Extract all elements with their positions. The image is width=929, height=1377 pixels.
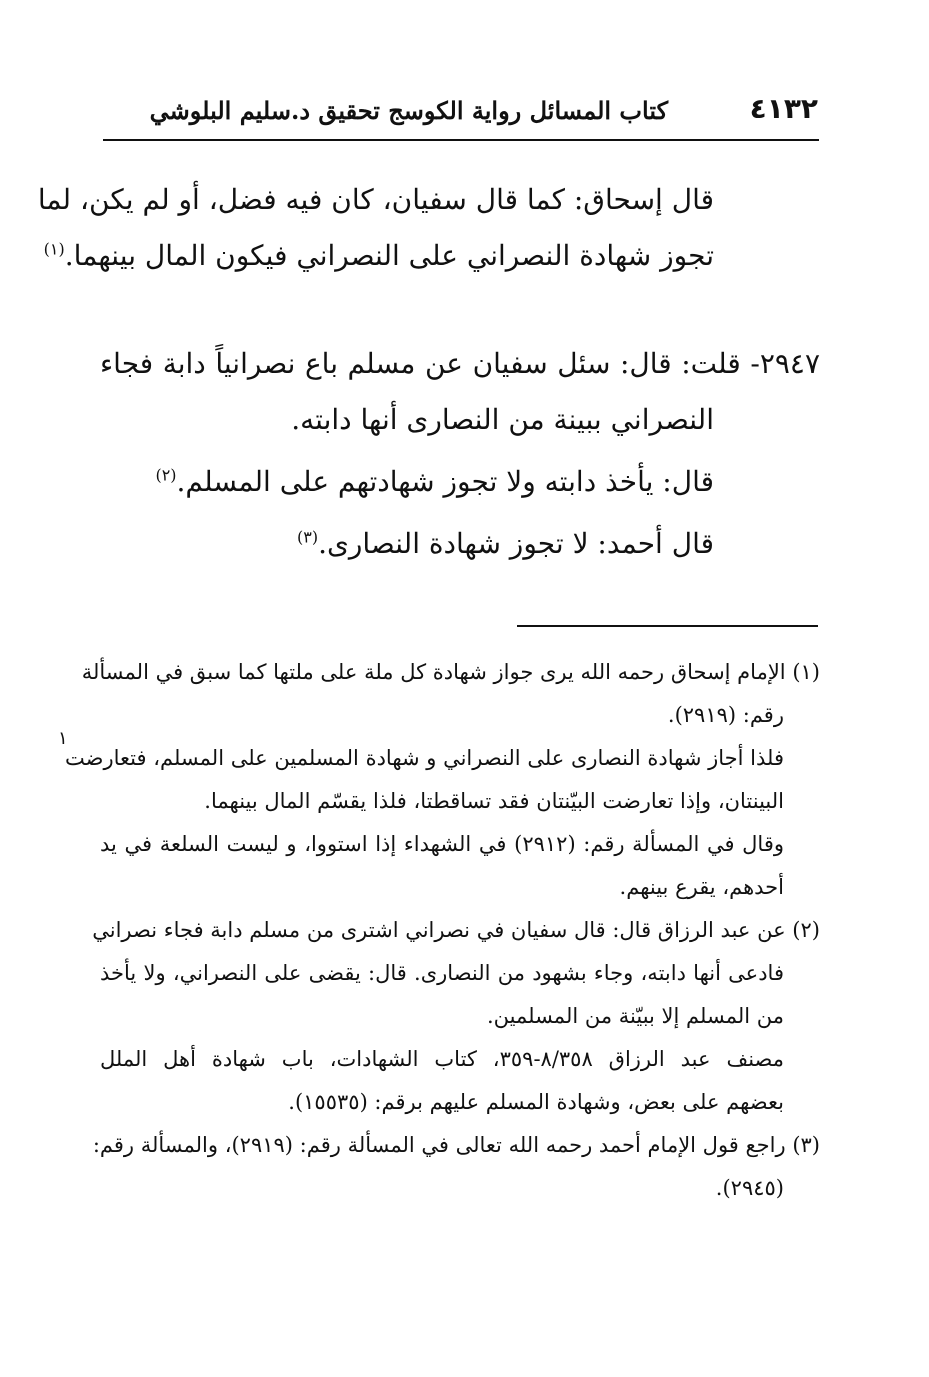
footnote-1-line: رقم: (٢٩١٩). [667, 703, 784, 727]
footnote-ref-2[interactable]: (٢) [155, 465, 177, 485]
footnote-1-line: أحدهم، يقرع بينهم. [619, 875, 784, 899]
footnote-ref-1[interactable]: (١) [43, 239, 65, 259]
header-rule [103, 139, 819, 141]
text-line [43, 228, 820, 284]
page-header [98, 92, 818, 136]
issue-number: ٢٩٤٧- [750, 347, 820, 380]
text-span: قال إسحاق: كما قال سفيان، كان فيه فضل، أو لم يكن، لما [37, 183, 714, 216]
footnote-ref-3[interactable]: (٣) [296, 527, 319, 547]
footnote-3-line: (٣) راجع قول الإمام أحمد رحمه الله تعالى في المسألة رقم: (٢٩١٩)، والمسألة رقم: [92, 1133, 820, 1157]
footnote-1-line: (١) الإمام إسحاق رحمه الله يرى جواز شهادة كل ملة على ملتها كما سبق في المسألة [81, 660, 820, 684]
text-line [100, 336, 820, 392]
footnote-3-line: (٢٩٤٥). [715, 1176, 784, 1200]
footnote-2-line: من المسلم إلا ببيّنة من المسلمين. [486, 1004, 784, 1028]
footnote-2-line: (٢) عن عبد الرزاق قال: قال سفيان في نصراني اشترى من مسلم دابة فجاء نصراني [92, 918, 820, 942]
footnote-2-line: فادعى أنها دابته، وجاء بشهود من النصارى. قال: يقضى على النصراني، ولا يأخذ [100, 961, 784, 985]
text-line [100, 454, 820, 510]
footnote-separator [517, 625, 818, 627]
text-line [37, 172, 820, 228]
page-number: ٤١٣٢ [749, 92, 818, 125]
paragraph-ishaq [37, 172, 820, 284]
text-span: النصراني ببينة من النصارى أنها دابته. [291, 403, 714, 436]
text-span: قال أحمد: لا تجوز شهادة النصارى. [318, 527, 714, 560]
issue-2947 [100, 336, 820, 572]
text-span: تجوز شهادة النصراني على النصراني فيكون المال بينهما. [64, 239, 714, 272]
footnote-2-line: بعضهم على بعض، وشهادة المسلم عليهم برقم: (١٥٥٣٥). [288, 1090, 784, 1114]
footnote-1-line: وقال في المسألة رقم: (٢٩١٢) في الشهداء إذا استووا، و ليست السلعة في يد [100, 832, 785, 856]
text-span: قلت: قال: سئل سفيان عن مسلم باع نصرانياً دابة فجاء [100, 347, 741, 380]
footnote-1-line: البينتان، وإذا تعارضت البيّنتان فقد تساقطتا، فلذا يقسّم المال بينهما. [204, 789, 784, 813]
footnotes [65, 651, 820, 1210]
text-line [100, 392, 820, 448]
margin-mark: ١ [58, 728, 68, 749]
text-span: قال: يأخذ دابته ولا تجوز شهادتهم على المسلم. [176, 465, 714, 498]
footnote-1-line: فلذا أجاز شهادة النصارى على النصراني و شهادة المسلمين على المسلم، فتعارضت [65, 746, 784, 770]
text-line [100, 516, 820, 572]
footnote-2-line: مصنف عبد الرزاق ٨/٣٥٨-٣٥٩، كتاب الشهادات، باب شهادة أهل الملل [100, 1047, 784, 1071]
running-title: كتاب المسائل رواية الكوسج تحقيق د.سليم البلوشي [149, 96, 668, 125]
